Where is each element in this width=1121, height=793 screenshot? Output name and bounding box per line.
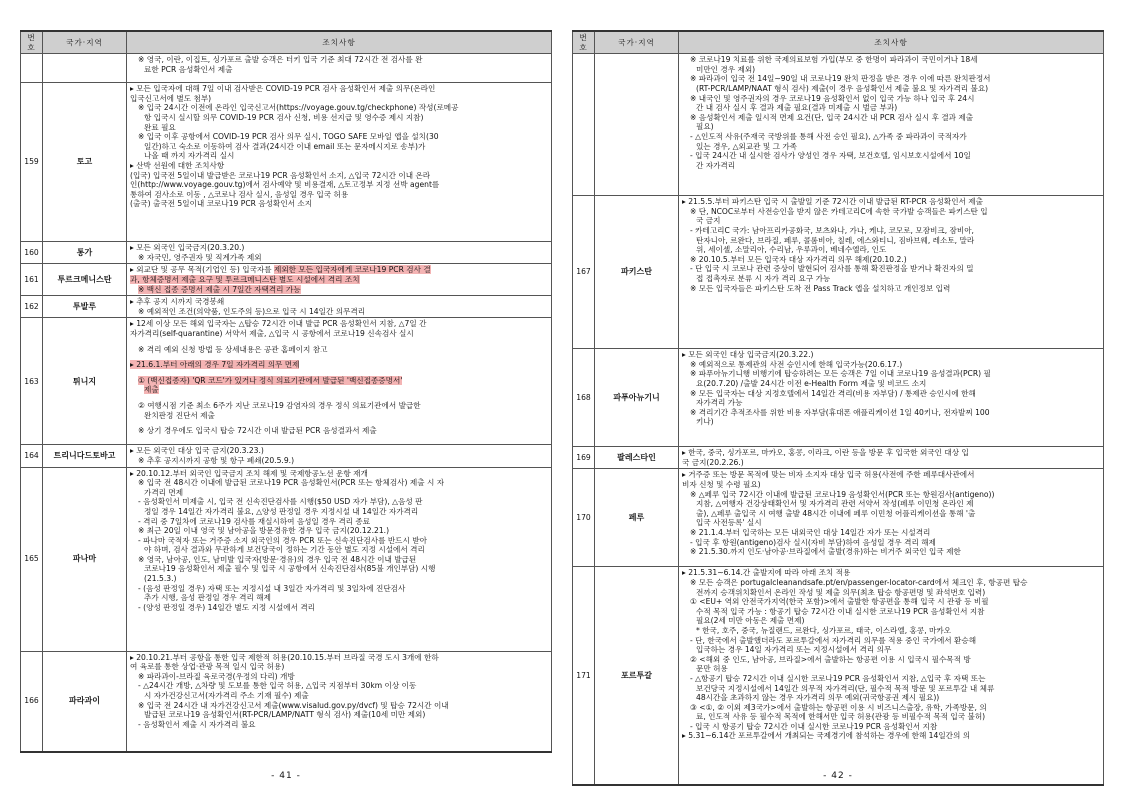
measure-line: - 입국 시 항공기 탑승 72시간 이내 실시한 코로나19 PCR 음성확인서 지참 bbox=[690, 721, 938, 731]
measure-line: ② 여행시점 기준 최소 6주가 지난 코로나19 감염자의 경우 정식 의료기관에서 발급한 bbox=[138, 400, 421, 410]
measure-line: ※ 영국, 남아공, 인도, 남미발 입국자(방문·경유)의 경우 입국 전 48시간 이내 발급된 bbox=[138, 554, 417, 564]
header-measures: 조치사항 bbox=[127, 31, 552, 54]
table-row bbox=[21, 651, 552, 752]
header-country: 국가·지역 bbox=[595, 31, 679, 54]
header-num: 번호 bbox=[21, 31, 43, 54]
measure-line: 코로나19 음성확인서 제출 필수 및 입국 시 공항에서 신속진단검사(85불 개인부담) 시행 bbox=[144, 564, 436, 574]
measure-line: 입국하는 경우 14일 자가격리 또는 지정시설에서 격리 의무 bbox=[696, 645, 892, 655]
highlight-mark: ① (백신접종자) 'QR 코드'가 있거나 정식 의료기관에서 발급된 '백신접종증명서' bbox=[138, 375, 403, 385]
measure-line: ※ 내국인 및 영주권자의 경우 코로나19 음성확인서 없이 입국 가능 하나 입국 후 24시 bbox=[690, 93, 975, 103]
measure-line: ② <해외 중 인도, 남아공, 브라질>에서 출발하는 항공편 이용 시 입국시 필수목적 방 bbox=[690, 654, 971, 664]
measure-cell bbox=[127, 83, 552, 242]
measure-line: ※ 격리기간 추적조사를 위한 비용 자부담(휴대폰 애플리케이션 1일 40키나, 전자발찌 100 bbox=[690, 407, 990, 417]
measure-line: ▸ 20.10.12.부터 외국인 입국금지 조치 해제 및 국제항공노선 운항 재개 bbox=[130, 468, 368, 478]
measure-line: 간 내 검사 실시 후 결과 제출 필요(결과 미제출 시 벌금 부과) bbox=[696, 103, 898, 113]
measure-line: ※ 영국, 이란, 이집트, 싱가포르 출발 승객은 터키 입국 기준 최대 72시간 전 검사를 완 bbox=[138, 55, 423, 65]
country-name: 투발루 bbox=[43, 296, 127, 318]
highlight-mark: ▸ 21.6.1.부터 아래의 경우 7일 자가격리 의무 면제 bbox=[130, 360, 300, 370]
country-name: 파푸아뉴기니 bbox=[595, 349, 679, 447]
measure-line: 입국 사전등록' 실시 bbox=[696, 518, 762, 528]
measure-line: ※ 파라과이 입국 전 14일~90일 내 코로나19 완치 판정을 받은 경우 이에 따른 완치판정서 bbox=[690, 74, 991, 84]
measure-line: 추가 시행, 음성 판정일 경우 격리 해제 bbox=[144, 593, 271, 603]
measure-line: 위, 세이셸, 소말리아, 수리남, 우루과이, 베네수엘라, 인도 bbox=[696, 245, 887, 255]
measure-line: 간 자가격리 bbox=[696, 160, 736, 170]
measure-cell bbox=[679, 447, 1104, 469]
row-number: 160 bbox=[21, 242, 43, 264]
measure-line: - 입국 후 항원(antigeno)검사 실시(자비 부담)하여 음성일 경우 격리 해제 bbox=[690, 537, 936, 547]
measure-line bbox=[130, 285, 548, 295]
country-name: 투르크메니스탄 bbox=[43, 264, 127, 296]
measure-line: - 카테고리C 국가: 남아프리카공화국, 보츠와나, 가나, 케냐, 코모로, 모잠비크, 잠비아, bbox=[690, 225, 974, 235]
measure-line: ▸ 모든 외국인 대상 입국금지(20.3.22.) bbox=[682, 350, 814, 360]
highlight-mark: ※ 백신 접종 증명서 제출 시 7일간 자택격리 가능 bbox=[138, 284, 301, 294]
measure-line: (입국) 입국전 5일이내 발급받은 코로나19 PCR 음성확인서 소지, △입국 72시간 이내 온라 bbox=[130, 170, 431, 180]
measure-line: 필요(2세 미만 아동은 제출 면제) bbox=[696, 616, 805, 626]
measure-line: - 음성확인서 미제출 시, 입국 전 신속진단검사를 시행($50 USD 자가 부담), △음성 판 bbox=[138, 497, 423, 507]
measure-line: - △항공기 탑승 72시간 이내 실시한 코로나19 PCR 음성확인서 지참, △입국 후 자택 또는 bbox=[690, 673, 986, 683]
header-measures: 조치사항 bbox=[679, 31, 1104, 54]
measure-cell bbox=[127, 651, 552, 752]
measure-line: ※ 격리 예외 신청 방법 등 상세내용은 공관 홈페이지 참고 bbox=[138, 344, 328, 354]
table-row bbox=[573, 196, 1104, 349]
measure-line: ※ 자국민, 영주권자 및 직계가족 제외 bbox=[138, 252, 262, 262]
table-row bbox=[21, 318, 552, 445]
row-number: 163 bbox=[21, 318, 43, 445]
measure-line: ※ 모든 입국자는 대상 지정호텔에서 14일간 격리(비용 자부담) / 통제관 승인시에 한해 bbox=[690, 388, 976, 398]
measure-line: ▸ 21.5.31~6.14.간 출발지에 따라 아래 조치 적용 bbox=[682, 568, 851, 578]
measure-line: - 입국 24시간 내 실시한 검사가 양성인 경우 자택, 보건호텔, 임시보호시설에서 10일 bbox=[690, 151, 971, 161]
measure-line: ※ 입국 전 24시간 내 자가건강신고서 제출(www.visalud.gov.py/dvcf) 및 탑승 72시간 이내 bbox=[138, 700, 449, 710]
page-left bbox=[20, 30, 552, 753]
measure-line: 요(20.7.20) /출발 24시간 이전 e-Health Form 제출 및 비코드 소지 bbox=[696, 378, 927, 388]
measure-line: ※ 20.10.5.부터 모든 입국자 대상 자가격리 의무 해제(20.10.2.) bbox=[690, 254, 907, 264]
measure-line: 보건당국 지정시설에서 14일간 의무적 자가격리(단, 필수적 목적 방문 및 포르투갈 내 체류 bbox=[696, 683, 995, 693]
measure-line: 수적 목적 입국 가능 : 항공기 탑승 72시간 이내 실시한 코로나19 PCR 음성확인서 지참 bbox=[696, 606, 985, 616]
table-row bbox=[573, 469, 1104, 567]
page-number: - 42 - bbox=[823, 771, 853, 781]
row-number: 168 bbox=[573, 349, 595, 447]
measure-line: 필요) bbox=[696, 122, 714, 132]
measure-line: ※ 예외적인 조건(의약품, 인도주의 등)으로 입국 시 14일간 의무격리 bbox=[138, 306, 366, 316]
row-number: 164 bbox=[21, 445, 43, 467]
measure-line: - △24시간 개방, △차량 및 도보를 통한 입국 허용, △입국 지점부터 30km 이상 이동 bbox=[138, 681, 417, 691]
table-body bbox=[573, 54, 1104, 785]
measure-line: ※ 입국 24시간 이전에 온라인 입국신고서(https://voyage.gouv.tg/checkphone) 작성(로메공 bbox=[138, 103, 459, 113]
table-row bbox=[21, 467, 552, 651]
row-number: 165 bbox=[21, 467, 43, 651]
measure-line: 국 금지(20.2.26.) bbox=[682, 457, 744, 467]
measure-line: ▸ 한국, 중국, 싱가포르, 마카오, 홍콩, 이라크, 이란 등을 방문 후 입국한 외국인 대상 입 bbox=[682, 448, 969, 458]
measure-line bbox=[130, 275, 548, 285]
measure-line: ※ 입국 이후 공항에서 COVID-19 PCR 검사 의무 실시, TOGO SAFE 모바일 앱을 설치(30 bbox=[138, 132, 439, 142]
row-number: 169 bbox=[573, 447, 595, 469]
measure-line: ▸ 산박 선원에 대한 조치사항 bbox=[130, 160, 225, 170]
table-row bbox=[573, 54, 1104, 196]
measure-line: ③ <①, ② 이외 제3국가>에서 출발하는 항공편 이용 시 비즈니스출장, 유학, 가족방문, 의 bbox=[690, 702, 987, 712]
measure-line: 48시간을 초과하지 않는 경우 자가격리 의무 예외(귀국항공권 제시 필요)) bbox=[696, 693, 940, 703]
measure-line: ※ 파푸아뉴기니행 비행기에 탑승하려는 모든 승객은 7일 이내 코로나19 음성결과(PCR) 필 bbox=[690, 369, 991, 379]
measure-line: 문만 허용 bbox=[696, 664, 728, 674]
measure-line: 료한 PCR 음성확인서 제출 bbox=[144, 64, 233, 74]
country-name bbox=[43, 54, 127, 83]
country-name: 파키스탄 bbox=[595, 196, 679, 349]
measure-cell bbox=[127, 467, 552, 651]
measure-line: 접 접촉자로 분류 시 자가 격리 요구 가능 bbox=[696, 273, 831, 283]
row-number: 161 bbox=[21, 264, 43, 296]
measure-line: 가격리 면제 bbox=[144, 487, 184, 497]
measure-line: 전까지 승객위치확인서 온라인 작성 및 제출 의무(최초 탑승 항공편명 및 좌석번호 입력) bbox=[696, 587, 986, 597]
country-name: 통가 bbox=[43, 242, 127, 264]
measure-line: - △인도적 사유(주재국 국방위를 통해 사전 승인 필요), △가족 중 파라과이 국적자가 bbox=[690, 131, 967, 141]
measure-line: ※ 21.5.30.까지 인도·남아공·브라질에서 출발(경유)하는 비거주 외국인 입국 제한 bbox=[690, 547, 961, 557]
measure-line: ▸ 5.31~6.14간 포르투갈에서 개최되는 국제경기에 참석하는 경우에 한해 14일간의 의 bbox=[682, 731, 971, 741]
measure-line: ※ 추후 공지시까지 공항 및 항구 폐쇄(20.5.9.) bbox=[138, 455, 295, 465]
measure-cell bbox=[679, 567, 1104, 785]
country-name bbox=[595, 54, 679, 196]
measure-line: ※ 상기 경우에도 입국시 탑승 72시간 이내 발급된 PCR 음성결과서 제출 bbox=[138, 426, 377, 436]
measure-line: 발급된 코로나19 음성확인서(RT-PCR/LAMP/NATT 형식 검사) 제출(10세 미만 제외) bbox=[144, 710, 426, 720]
table-row bbox=[573, 349, 1104, 447]
country-name: 페루 bbox=[595, 469, 679, 567]
measure-line: 출), △페루 출입국 시 여행 출발 48시간 이내에 페루 이민청 어플리케이션을 통해 '출 bbox=[696, 508, 976, 518]
measure-cell bbox=[679, 349, 1104, 447]
measure-cell bbox=[127, 264, 552, 296]
measures-table bbox=[572, 30, 1104, 786]
measure-cell bbox=[127, 445, 552, 467]
row-number: 171 bbox=[573, 567, 595, 785]
table-row bbox=[21, 296, 552, 318]
measure-cell bbox=[127, 242, 552, 264]
table-row bbox=[21, 54, 552, 83]
measure-line: 비자 신청 및 수령 필요) bbox=[682, 479, 761, 489]
measure-line: ① <EU+ 역외 안전국가지역(한국 포함)>에서 출발한 항공편을 통해 입국 시 관광 등 비필 bbox=[690, 597, 989, 607]
table-row bbox=[573, 447, 1104, 469]
measure-line: - 파나마 국적자 또는 거주증 소지 외국인의 경우 PCR 또는 신속진단검사를 반드시 받아 bbox=[138, 535, 427, 545]
table-row bbox=[21, 264, 552, 296]
measure-line: 탄자니아, 르완다, 브라질, 페루, 콜롬비아, 칠레, 에스와티니, 짐바브웨, 레소토, 말라 bbox=[696, 235, 975, 245]
measure-line: ▸ 모든 외국인 입국금지(20.3.20.) bbox=[130, 243, 245, 253]
measure-line: 통하여 검사소로 이동 , △코로나 검사 실시, 음성일 경우 입국 허용 bbox=[130, 189, 349, 199]
country-name: 팔레스타인 bbox=[595, 447, 679, 469]
measure-line: (출국) 출국전 5일이내 코로나19 PCR 음성확인서 소지 bbox=[130, 199, 313, 209]
table-body bbox=[21, 54, 552, 752]
row-number: 162 bbox=[21, 296, 43, 318]
measure-cell bbox=[127, 54, 552, 83]
country-name: 트리니다드토바고 bbox=[43, 445, 127, 467]
measure-line: 키나) bbox=[696, 417, 714, 427]
highlight-mark: 제출 bbox=[144, 385, 159, 395]
measure-line: - 단 입국 시 코로나 관련 증상이 발현되어 검사를 통해 확진판정을 받거나 확진자의 밀 bbox=[690, 264, 974, 274]
highlight-mark: 제외한 모든 입국자에게 코로나19 PCR 검사 결 bbox=[274, 265, 431, 275]
page-number: - 41 - bbox=[271, 771, 301, 781]
measure-line: 자가격리 가능 bbox=[696, 398, 743, 408]
row-number: 166 bbox=[21, 651, 43, 752]
measure-line: ▸ 모든 입국자에 대해 7일 이내 검사받은 COVID-19 PCR 검사 음성확인서 제출 의무(온라인 bbox=[130, 84, 436, 94]
measure-line: 야 하며, 검사 결과와 무관하게 보건당국이 정하는 기간 동안 별도 지정 시설에서 격리 bbox=[144, 545, 425, 555]
measure-line: ※ 입국 전 48시간 이내에 발급된 코로나19 PCR 음성확인서(PCR 또는 항체검사) 제출 시 자 bbox=[138, 478, 445, 488]
measure-line: ▸ 모든 외국인 대상 입국 금지(20.3.23.) bbox=[130, 446, 264, 456]
measure-line: ▸ 12세 이상 모든 해외 입국자는 △탑승 72시간 이내 발급 PCR 음성확인서 지참, △7일 간 bbox=[130, 319, 427, 329]
measure-cell bbox=[127, 318, 552, 445]
measure-line: ※ 최근 20일 이내 영국 및 남아공을 방문경유한 경우 입국 금지(20.12.21.) bbox=[138, 526, 390, 536]
measure-line: (21.5.3.) bbox=[144, 574, 177, 584]
country-name: 포르투갈 bbox=[595, 567, 679, 785]
measure-line bbox=[130, 360, 548, 370]
measure-line: 시 자가건강신고서(자가격리 주소 기재 필수) 제출 bbox=[144, 690, 309, 700]
table-row bbox=[21, 445, 552, 467]
country-name: 튀니지 bbox=[43, 318, 127, 445]
measure-line: 항 입국시 실시할 의무 COVID-19 PCR 검사 신청, 비용 선지급 및 영수증 제시 지참) bbox=[144, 112, 424, 122]
measure-cell bbox=[679, 196, 1104, 349]
measure-line: ▸ 20.10.21.부터 공항을 통한 입국 제한적 허용(20.10.15.부터 브라질 국경 도시 3개에 한하 bbox=[130, 652, 439, 662]
measure-cell bbox=[127, 296, 552, 318]
country-name: 토고 bbox=[43, 83, 127, 242]
measure-line: 나올 때 까지 자가격리 실시 bbox=[144, 151, 235, 161]
measure-line: ※ 파라과이-브라질 육로국경(우정의 다리) 개방 bbox=[138, 671, 295, 681]
row-number bbox=[573, 54, 595, 196]
table-header-row bbox=[573, 31, 1104, 54]
measure-line: 료, 인도적 사유 등 필수적 목적에 한해서만 입국 허용(관광 등 비필수적 목적 입국 불허) bbox=[696, 712, 986, 722]
measure-line: ※ 모든 입국자들은 파키스탄 도착 전 Pass Track 앱을 설치하고 개인정보 입력 bbox=[690, 283, 951, 293]
measure-line: (RT-PCR/LAMP/NAAT 형식 검사) 제출(이 경우 음성확인서 제출 불요 및 자가격리 불요) bbox=[696, 83, 989, 93]
measure-cell bbox=[679, 469, 1104, 567]
header-num: 번호 bbox=[573, 31, 595, 54]
measure-line bbox=[130, 385, 548, 395]
measure-line bbox=[130, 376, 548, 386]
measure-line: - 단, 한국에서 출발했더라도 포르투갈에서 자가격리 의무를 적용 중인 국가에서 환승해 bbox=[690, 635, 977, 645]
measure-cell bbox=[679, 54, 1104, 196]
measure-line: ▸ 외교단 및 공무 목적(기업인 등) 입국자를 제외한 모든 입국자에게 코로나19 PCR 검사 결 bbox=[130, 265, 431, 275]
measure-line: 지참, △여행자 건강상태확인서 및 자가격리 관련 서약서 작성(페루 이민청 온라인 제 bbox=[696, 499, 974, 509]
table-row bbox=[21, 242, 552, 264]
row-number: 167 bbox=[573, 196, 595, 349]
measure-line: 입국신고서에 별도 첨부) bbox=[130, 93, 212, 103]
measure-line: * 한국, 호주, 중국, 뉴질랜드, 르완다, 싱가포르, 태국, 이스라엘, 홍콩, 마카오 bbox=[696, 625, 952, 635]
measure-line: 완치판정 진단서 제출 bbox=[144, 410, 215, 420]
measure-line: 일간)하고 숙소로 이동하여 검사 결과(24시간 이내 email 또는 문자메시지로 송부)가 bbox=[144, 141, 426, 151]
measure-line: ※ 음성확인서 제출 일시적 면제 요건(단, 입국 24시간 내 PCR 검사 실시 후 결과 제출 bbox=[690, 112, 974, 122]
measure-line: ※ △페루 입국 72시간 이내에 발급된 코로나19 음성확인서(PCR 또는 항원검사(antigeno)) bbox=[690, 489, 995, 499]
measure-line: 완료 필요 bbox=[144, 122, 176, 132]
header-country: 국가·지역 bbox=[43, 31, 127, 54]
measure-line: ※ 예외적으로 통제관의 사전 승인시에 한해 입국가능(20.6.17.) bbox=[690, 359, 903, 369]
measure-line: 있는 경우, △외교관 및 그 가족 bbox=[696, 141, 798, 151]
measures-table bbox=[20, 30, 552, 753]
measure-line: 국 금지 bbox=[696, 216, 721, 226]
highlight-mark: 과, 항체증명서 제출 요구 및 투르크메니스탄 별도 시설에서 격리 조치 bbox=[130, 274, 360, 284]
measure-line: 미만인 경우 제외) bbox=[696, 64, 756, 74]
measure-line: 정일 경우 14일간 자가격리 불요, △양성 판정일 경우 지정시설 내 14일간 자가격리 bbox=[144, 506, 419, 516]
page-right bbox=[572, 30, 1104, 786]
measure-line: - 격리 중 7일차에 코로나19 검사를 재실시하여 음성일 경우 격리 종료 bbox=[138, 516, 371, 526]
measure-line: 자가격리(self-quarantine) 서약서 제출, △입국 시 공항에서 코로나19 신속검사 실시 bbox=[130, 328, 414, 338]
table-row bbox=[21, 83, 552, 242]
measure-line: ▸ 거주증 또는 방문 목적에 맞는 비자 소지자 대상 입국 허용(사전에 주한 페루대사관에서 bbox=[682, 470, 975, 480]
row-number: 159 bbox=[21, 83, 43, 242]
measure-line: 인(http://www.voyage.gouv.tg)에서 검사예약 및 비용결재, △토고정부 지정 선박 agent를 bbox=[130, 180, 440, 190]
measure-line: ※ 모든 승객은 portugalcleanandsafe.pt/en/passenger-locator-card에서 체크인 후, 항공편 탑승 bbox=[690, 577, 1028, 587]
row-number: 170 bbox=[573, 469, 595, 567]
country-name: 파나마 bbox=[43, 467, 127, 651]
measure-line: - (음성 판정일 경우) 자택 또는 지정시설 내 3일간 자가격리 및 3일차에 진단검사 bbox=[138, 583, 406, 593]
measure-line: ※ 코로나19 치료를 위한 국제의료보험 가입(부모 중 한명이 파라과이 국민이거나 18세 bbox=[690, 55, 978, 65]
row-number bbox=[21, 54, 43, 83]
measure-line: - 음성확인서 제출 시 자가격리 불요 bbox=[138, 719, 256, 729]
measure-line: ▸ 21.5.5.부터 파키스탄 입국 시 출발일 기준 72시간 이내 발급된 RT-PCR 음성확인서 제출 bbox=[682, 197, 983, 207]
measure-line: ▸ 추후 공지 시까지 국경봉쇄 bbox=[130, 297, 225, 307]
measure-line: ※ 21.1.4.부터 입국하는 모든 내외국인 대상 14일간 자가 또는 시설격리 bbox=[690, 527, 931, 537]
measure-line: ※ 단, NCOC로부터 사전승인을 받지 않은 카테고리C에 속한 국가발 승객들은 파키스탄 입 bbox=[690, 206, 988, 216]
measure-line: - (양성 판정일 경우) 14일간 별도 지정 시설에서 격리 bbox=[138, 602, 316, 612]
country-name: 파라과이 bbox=[43, 651, 127, 752]
table-row bbox=[573, 567, 1104, 785]
table-header-row bbox=[21, 31, 552, 54]
measure-line: 여 육로를 통한 상업·관광 목적 일시 입국 허용) bbox=[130, 662, 285, 672]
